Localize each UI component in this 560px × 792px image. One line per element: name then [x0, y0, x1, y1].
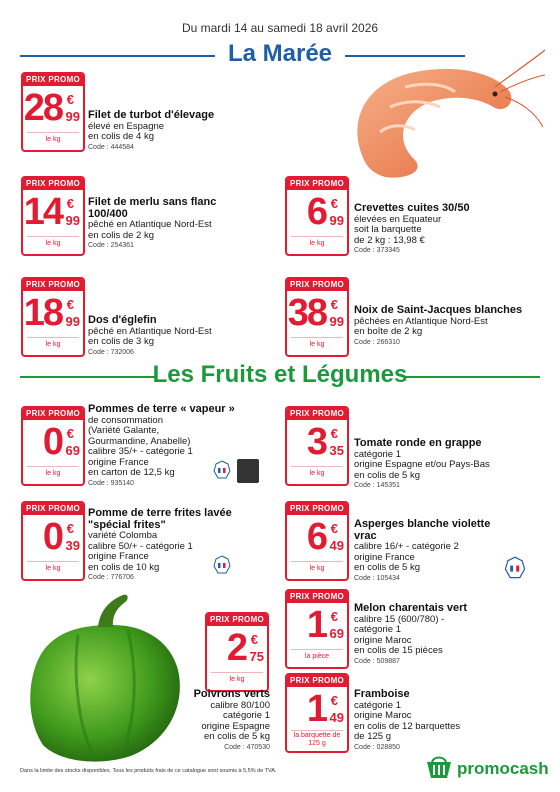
currency-symbol: € [330, 609, 338, 624]
product-detail: de consommation [88, 414, 163, 426]
product-code: Code : 105434 [354, 574, 400, 582]
product-code: Code : 509887 [354, 657, 400, 665]
product-code: Code : 145351 [354, 482, 400, 489]
price-cents: 39 [65, 538, 80, 553]
currency-symbol: € [330, 521, 338, 536]
currency-symbol: € [66, 426, 74, 441]
fruits-legumes-de-france-badge-icon [503, 556, 527, 580]
section-heading: Les Fruits et Légumes [152, 361, 408, 388]
product-detail: élevées en Equateur [354, 213, 442, 225]
product-code: Code : 028850 [354, 743, 400, 751]
currency-symbol: € [66, 521, 74, 536]
promo-label: PRIX PROMO [207, 614, 267, 626]
promo-label: PRIX PROMO [23, 503, 83, 515]
product-name: Filet de merlu sans flanc 100/400 [88, 196, 217, 220]
product-name: Crevettes cuites 30/50 [354, 202, 470, 214]
price-euros: 18 [23, 292, 62, 334]
price-tag [285, 406, 349, 486]
product-code: Code : 935140 [88, 479, 134, 487]
price-cents: 69 [65, 443, 80, 458]
currency-symbol: € [66, 196, 74, 211]
product-detail: de 2 kg : 13,98 € [354, 234, 425, 246]
footer-note: Dans la limite des stocks disponibles. Tous les produits frais de ce catalogue sont soumis à 5,5% de TVA. [20, 768, 277, 774]
product-name: Noix de Saint-Jacques blanches [354, 304, 523, 316]
product-detail: calibre 35/+ - catégorie 1 [88, 446, 193, 457]
product-detail: en colis de 15 pièces [354, 645, 443, 656]
product-name: Asperges blanche violette vrac [354, 518, 491, 542]
price-unit: la barquette de 125 g [291, 730, 343, 747]
product-info [150, 689, 270, 752]
promocash-logo [424, 752, 549, 782]
product-name: Framboise [354, 688, 410, 700]
product-detail: catégorie 1 [354, 699, 402, 711]
fruits-legumes-de-france-badge-icon [212, 460, 232, 480]
price-euros: 38 [287, 292, 326, 334]
price-cents: 99 [65, 213, 80, 228]
price-unit: le kg [291, 236, 343, 250]
price-tag [205, 612, 269, 692]
promo-label: PRIX PROMO [287, 675, 347, 687]
price-unit: le kg [291, 466, 343, 480]
product-name: Pommes de terre « vapeur » [88, 403, 235, 415]
product-detail: catégorie 1 [354, 448, 402, 460]
product-detail: origine Espagne et/ou Pays-Bas [354, 459, 490, 470]
promo-label: PRIX PROMO [287, 408, 347, 420]
price-euros: 6 [306, 516, 326, 558]
section-title-fruits [0, 361, 560, 391]
product-info [354, 603, 544, 666]
product-detail: en colis de 5 kg [203, 731, 270, 742]
promo-label: PRIX PROMO [287, 591, 347, 603]
product-name: Dos d'églefin [88, 314, 157, 326]
product-code: Code : 254361 [88, 242, 134, 249]
product-detail: en boîte de 2 kg [354, 326, 423, 337]
date-line: Du mardi 14 au samedi 18 avril 2026 [181, 21, 379, 35]
product-detail: calibre 80/100 [210, 699, 270, 711]
currency-symbol: € [66, 297, 74, 312]
price-unit: le kg [27, 337, 79, 351]
product-detail: élevé en Espagne [88, 120, 165, 132]
currency-symbol: € [330, 196, 338, 211]
product-detail: en colis de 10 kg [88, 561, 160, 573]
promo-label: PRIX PROMO [23, 74, 83, 86]
price-tag [21, 277, 85, 357]
price-euros: 3 [306, 421, 326, 463]
product-detail: (Variété Galante, [88, 425, 160, 436]
product-detail: catégorie 1 [222, 710, 270, 721]
product-info [354, 305, 544, 347]
product-code: Code : 776706 [88, 574, 134, 581]
product-detail: soit la barquette [354, 224, 422, 235]
product-detail: en colis de 2 kg [88, 229, 155, 241]
quality-label-icon [237, 459, 259, 483]
price-unit: le kg [27, 466, 79, 480]
fruits-legumes-de-france-badge-icon [212, 555, 232, 575]
price-unit: la pièce [291, 649, 343, 663]
product-detail: pêché en Atlantique Nord-Est [88, 219, 212, 230]
product-detail: catégorie 1 [354, 624, 402, 635]
currency-symbol: € [330, 297, 338, 312]
product-code: Code : 444584 [88, 143, 134, 151]
product-detail: en colis de 12 barquettes [354, 720, 461, 732]
product-info [354, 438, 544, 490]
product-detail: origine France [88, 551, 149, 562]
product-name: Melon charentais vert [354, 602, 468, 614]
price-tag [285, 277, 349, 357]
product-detail: en carton de 12,5 kg [88, 467, 175, 478]
promo-label: PRIX PROMO [23, 408, 83, 420]
price-cents: 35 [329, 443, 344, 458]
product-name: Poivrons verts [193, 688, 270, 700]
price-euros: 1 [306, 604, 326, 646]
price-tag [21, 406, 85, 486]
price-euros: 14 [23, 191, 62, 233]
price-unit: le kg [291, 561, 343, 575]
product-detail: origine France [354, 551, 415, 563]
price-euros: 6 [306, 191, 326, 233]
product-detail: pêchées en Atlantique Nord-Est [354, 315, 488, 327]
product-detail: calibre 50/+ - catégorie 1 [88, 540, 193, 552]
product-info [354, 203, 544, 255]
product-detail: origine Maroc [354, 710, 412, 721]
product-detail: en colis de 4 kg [88, 131, 155, 142]
product-code: Code : 470530 [224, 743, 270, 751]
basket-icon [424, 754, 454, 780]
price-euros: 1 [306, 688, 326, 730]
currency-symbol: € [250, 632, 258, 647]
product-info [88, 110, 263, 152]
product-detail: origine Espagne [201, 720, 270, 732]
price-cents: 75 [249, 649, 264, 664]
product-detail: origine Maroc [354, 634, 412, 646]
price-euros: 2 [226, 627, 246, 669]
price-tag [21, 501, 85, 581]
currency-symbol: € [330, 693, 338, 708]
product-info [88, 197, 258, 250]
product-info [88, 315, 263, 357]
price-tag [285, 673, 349, 753]
price-cents: 49 [329, 710, 344, 725]
product-detail: en colis de 5 kg [354, 469, 421, 481]
promo-label: PRIX PROMO [287, 503, 347, 515]
product-info [354, 519, 504, 583]
price-unit: le kg [211, 672, 263, 686]
price-tag [285, 176, 349, 256]
product-detail: variété Colomba [88, 530, 158, 541]
price-tag [21, 176, 85, 256]
price-euros: 28 [23, 87, 62, 129]
price-tag [21, 72, 85, 152]
price-cents: 99 [65, 109, 80, 124]
promo-label: PRIX PROMO [287, 178, 347, 190]
price-unit: le kg [27, 132, 79, 146]
currency-symbol: € [330, 426, 338, 441]
price-cents: 99 [65, 314, 80, 329]
price-unit: le kg [27, 561, 79, 575]
section-heading: La Marée [227, 40, 333, 67]
product-detail: pêché en Atlantique Nord-Est [88, 325, 212, 337]
price-euros: 0 [42, 516, 62, 558]
product-detail: Gourmandine, Anabelle) [88, 435, 191, 447]
brand-name: promocash [457, 759, 549, 778]
product-detail: origine France [88, 456, 149, 468]
product-detail: calibre 16/+ - catégorie 2 [354, 541, 459, 552]
price-euros: 0 [42, 421, 62, 463]
price-unit: le kg [27, 236, 79, 250]
price-cents: 49 [329, 538, 344, 553]
promo-label: PRIX PROMO [23, 279, 83, 291]
product-code: Code : 266310 [354, 338, 400, 346]
price-tag [285, 589, 349, 669]
price-unit: le kg [291, 337, 343, 351]
promo-label: PRIX PROMO [23, 178, 83, 190]
product-name: Tomate ronde en grappe [354, 437, 482, 449]
promo-label: PRIX PROMO [287, 279, 347, 291]
product-code: Code : 732006 [88, 348, 134, 356]
price-tag [285, 501, 349, 581]
price-cents: 99 [329, 314, 344, 329]
product-name: Pomme de terre frites lavée "spécial frites" [88, 507, 232, 531]
product-code: Code : 373345 [354, 247, 400, 254]
product-detail: en colis de 5 kg [354, 562, 421, 573]
product-name: Filet de turbot d'élevage [88, 109, 215, 121]
currency-symbol: € [66, 92, 74, 107]
shrimp-image [345, 42, 545, 192]
price-cents: 69 [329, 626, 344, 641]
product-detail: en colis de 3 kg [88, 336, 155, 347]
product-detail: calibre 15 (600/780) - [354, 613, 445, 625]
product-detail: de 125 g [354, 731, 391, 742]
product-info [354, 689, 544, 752]
price-cents: 99 [329, 213, 344, 228]
